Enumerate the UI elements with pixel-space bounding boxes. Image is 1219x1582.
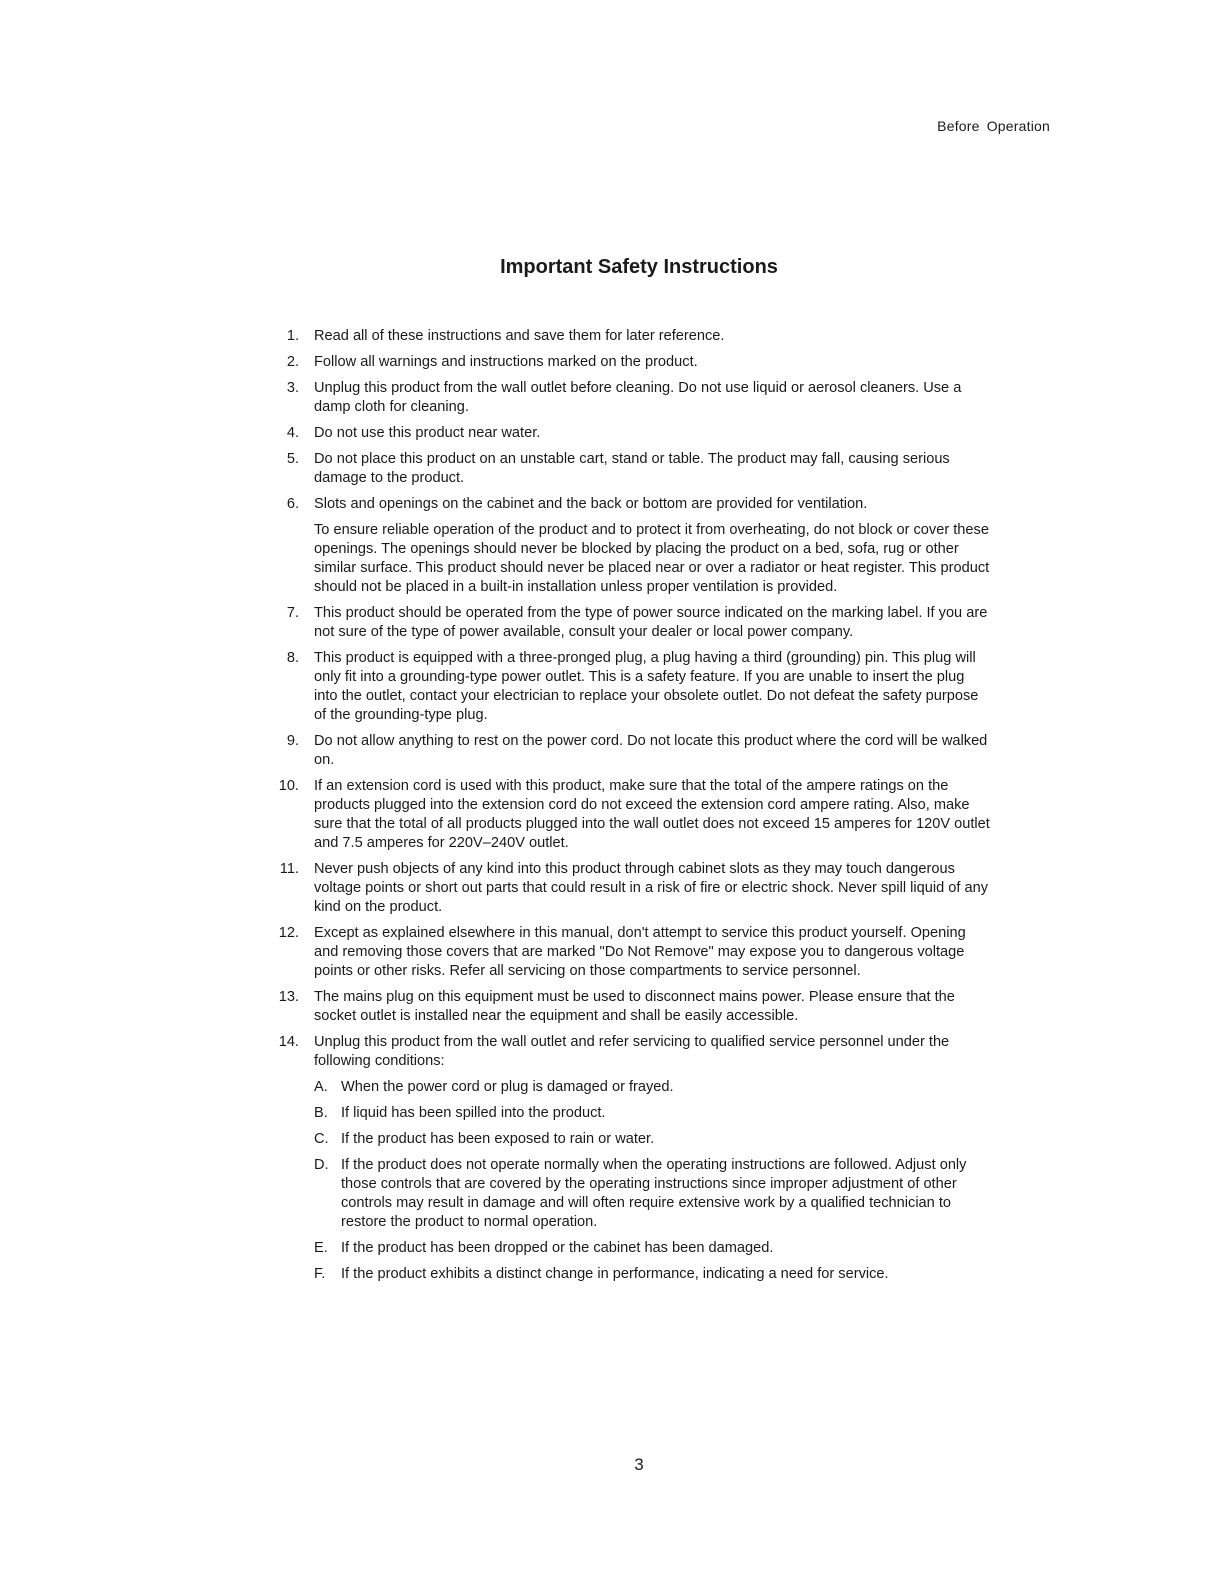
condition-text: When the power cord or plug is damaged or frayed. bbox=[341, 1079, 674, 1095]
running-header: Before Operation bbox=[937, 118, 1050, 134]
condition-item bbox=[314, 1130, 990, 1149]
item-text: Do not place this product on an unstable cart, stand or table. The product may fall, causing serious damage to the product. bbox=[314, 451, 950, 486]
item-number: 1. bbox=[286, 328, 299, 344]
condition-item bbox=[314, 1265, 990, 1284]
item-number: 6. bbox=[286, 496, 299, 512]
condition-item bbox=[314, 1104, 990, 1123]
condition-letter: F. bbox=[314, 1266, 326, 1282]
condition-letter: B. bbox=[314, 1105, 328, 1121]
item-text: Do not allow anything to rest on the power cord. Do not locate this product where the cord will be walked on. bbox=[314, 733, 988, 768]
item-text: Except as explained elsewhere in this manual, don't attempt to service this product yourself. Opening and removing those covers that are marked "Do Not Remove" may expose you to dangerous voltage points or other risks. Refer all servicing on those compartments to service personnel. bbox=[314, 925, 966, 979]
item-text: Do not use this product near water. bbox=[314, 425, 541, 441]
item-extra-paragraph: To ensure reliable operation of the product and to protect it from overheating, do not block or cover these openings. The openings should never be blocked by placing the product on a bed, sofa, rug or other similar surface. This product should never be placed near or over a radiator or heat register. This product should not be placed in a built-in installation unless proper ventilation is provided. bbox=[314, 522, 990, 595]
condition-text: If liquid has been spilled into the product. bbox=[341, 1105, 606, 1121]
list-item bbox=[270, 353, 990, 372]
item-text: Read all of these instructions and save them for later reference. bbox=[314, 328, 725, 344]
item-text: This product is equipped with a three-pronged plug, a plug having a third (grounding) pin. This plug will only fit into a grounding-type power outlet. This is a safety feature. If you are unable to insert the plug into the outlet, contact your electrician to replace your obsolete outlet. Do not defeat the safety purpose of the grounding-type plug. bbox=[314, 650, 979, 723]
list-item bbox=[270, 732, 990, 770]
item-number: 8. bbox=[286, 650, 299, 666]
condition-text: If the product does not operate normally when the operating instructions are followed. Adjust only those controls that are covered by the operating instructions since improper adjustment of other controls may result in damage and will often require extensive work by a qualified technician to restore the product to normal operation. bbox=[341, 1157, 967, 1230]
instruction-list bbox=[270, 327, 990, 1291]
list-item bbox=[270, 860, 990, 917]
condition-text: If the product has been exposed to rain or water. bbox=[341, 1131, 655, 1147]
list-item bbox=[270, 777, 990, 853]
item-text: Unplug this product from the wall outlet and refer servicing to qualified service personnel under the following conditions: bbox=[314, 1034, 950, 1069]
item-text: This product should be operated from the type of power source indicated on the marking label. If you are not sure of the type of power available, consult your dealer or local power company. bbox=[314, 605, 988, 640]
list-item bbox=[270, 924, 990, 981]
condition-letter: C. bbox=[314, 1131, 329, 1147]
list-item bbox=[270, 988, 990, 1026]
item-text: Unplug this product from the wall outlet before cleaning. Do not use liquid or aerosol cleaners. Use a damp cloth for cleaning. bbox=[314, 380, 962, 415]
list-item bbox=[270, 649, 990, 725]
page-title: Important Safety Instructions bbox=[500, 256, 778, 278]
item-number: 13. bbox=[278, 989, 299, 1005]
condition-letter: E. bbox=[314, 1240, 328, 1256]
condition-list bbox=[314, 1078, 990, 1284]
list-item bbox=[270, 604, 990, 642]
condition-text: If the product exhibits a distinct change in performance, indicating a need for service. bbox=[341, 1266, 889, 1282]
item-number: 5. bbox=[286, 451, 299, 467]
item-text: Slots and openings on the cabinet and the back or bottom are provided for ventilation. bbox=[314, 496, 868, 512]
condition-item bbox=[314, 1239, 990, 1258]
item-number: 2. bbox=[286, 354, 299, 370]
item-text: Follow all warnings and instructions marked on the product. bbox=[314, 354, 698, 370]
condition-item bbox=[314, 1078, 990, 1097]
item-number: 12. bbox=[278, 925, 299, 941]
list-item bbox=[270, 327, 990, 346]
item-text: The mains plug on this equipment must be used to disconnect mains power. Please ensure that the socket outlet is installed near the equipment and shall be easily accessible. bbox=[314, 989, 955, 1024]
list-item bbox=[270, 424, 990, 443]
item-number: 9. bbox=[286, 733, 299, 749]
page-number: 3 bbox=[634, 1455, 644, 1474]
item-number: 14. bbox=[278, 1034, 299, 1050]
item-text: Never push objects of any kind into this product through cabinet slots as they may touch dangerous voltage points or short out parts that could result in a risk of fire or electric shock. Never spill liquid of any kind on the product. bbox=[314, 861, 989, 915]
item-number: 11. bbox=[279, 861, 299, 877]
condition-item bbox=[314, 1156, 990, 1232]
item-text: If an extension cord is used with this product, make sure that the total of the ampere ratings on the products plugged into the extension cord do not exceed the extension cord ampere rating. Also, make sure that the total of all products plugged into the wall outlet does not exceed 15 amperes for 120V outlet and 7.5 amperes for 220V–240V outlet. bbox=[314, 778, 990, 851]
list-item bbox=[270, 379, 990, 417]
item-number: 7. bbox=[286, 605, 299, 621]
item-number: 10. bbox=[278, 778, 299, 794]
list-item bbox=[270, 450, 990, 488]
list-item bbox=[270, 1033, 990, 1284]
condition-letter: D. bbox=[314, 1157, 329, 1173]
list-item bbox=[270, 495, 990, 597]
condition-letter: A. bbox=[314, 1079, 328, 1095]
item-number: 3. bbox=[286, 380, 299, 396]
item-number: 4. bbox=[286, 425, 299, 441]
condition-text: If the product has been dropped or the cabinet has been damaged. bbox=[341, 1240, 774, 1256]
